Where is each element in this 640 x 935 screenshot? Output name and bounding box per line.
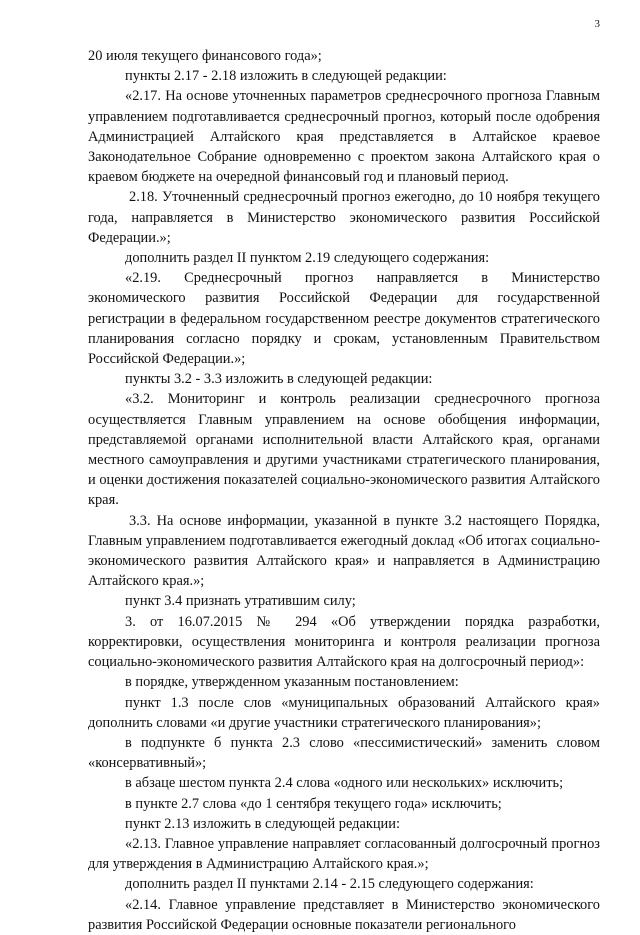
paragraph: «2.17. На основе уточненных параметров среднесрочного прогноза Главным управлением подготавливается среднесрочный прогноз, который после одобрения Администрацией Алтайского края представляется в Алтайское краевое Законодательное Собрание одновременно с проектом закона Алтайского края о краевом бюджете на очередной финансовый год и плановый период. — [88, 88, 600, 186]
document-body — [88, 46, 600, 935]
paragraph: «2.19. Среднесрочный прогноз направляется в Министерство экономического развития Российской Федерации для государственной регистрации в федеральном государственном реестре документов стратегического планирования согласно порядку и срокам, установленным Правительством Российской Федерации.»; — [88, 270, 600, 368]
paragraph: в пункте 2.7 слова «до 1 сентября текущего года» исключить; — [125, 795, 502, 812]
paragraph: «3.2. Мониторинг и контроль реализации среднесрочного прогноза осуществляется Главным управлением на основе обобщения информации, представляемой органами исполнительной власти Алтайского края, органами местного самоуправления и другими участниками стратегического планирования, и оценки достижения показателей социально-экономического развития Алтайского края. — [88, 391, 600, 509]
paragraph: «2.14. Главное управление представляет в Министерство экономического развития Российской Федерации основные показатели регионального — [88, 896, 600, 933]
paragraph: в абзаце шестом пункта 2.4 слова «одного или нескольких» исключить; — [125, 775, 564, 792]
paragraph: дополнить раздел II пунктом 2.19 следующего содержания: — [125, 250, 490, 267]
page-number: 3 — [594, 18, 600, 30]
paragraph: 3.3. На основе информации, указанной в пункте 3.2 настоящего Порядка, Главным управлением подготавливается ежегодный доклад «Об итогах социально-экономического развития Алтайского края» и направляется в Администрацию Алтайского края.»; — [88, 512, 600, 590]
paragraph: пункт 1.3 после слов «муниципальных образований Алтайского края» дополнить словами «и другие участники стратегического планирования»; — [88, 694, 600, 731]
paragraph: пункты 3.2 - 3.3 изложить в следующей редакции: — [125, 371, 433, 388]
paragraph: 20 июля текущего финансового года»; — [88, 48, 322, 64]
paragraph: «2.13. Главное управление направляет согласованный долгосрочный прогноз для утверждения в Администрацию Алтайского края.»; — [88, 835, 600, 873]
paragraph: пункт 3.4 признать утратившим силу; — [125, 593, 356, 610]
paragraph: в подпункте б пункта 2.3 слово «пессимистический» заменить словом «консервативный»; — [88, 734, 600, 772]
paragraph: в порядке, утвержденном указанным постановлением: — [125, 674, 459, 691]
paragraph: 2.18. Уточненный среднесрочный прогноз ежегодно, до 10 ноября текущего года, направляется в Министерство экономического развития Российской Федерации.»; — [88, 189, 600, 246]
paragraph: пункты 2.17 - 2.18 изложить в следующей редакции: — [125, 68, 447, 85]
paragraph: 3. от 16.07.2015 № 294 «Об утверждении порядка разработки, корректировки, осуществления мониторинга и контроля реализации прогноза социально-экономического развития Алтайского края на долгосрочный период»: — [88, 613, 600, 671]
paragraph: пункт 2.13 изложить в следующей редакции: — [125, 815, 400, 832]
paragraph: дополнить раздел II пунктами 2.14 - 2.15 следующего содержания: — [125, 876, 534, 893]
